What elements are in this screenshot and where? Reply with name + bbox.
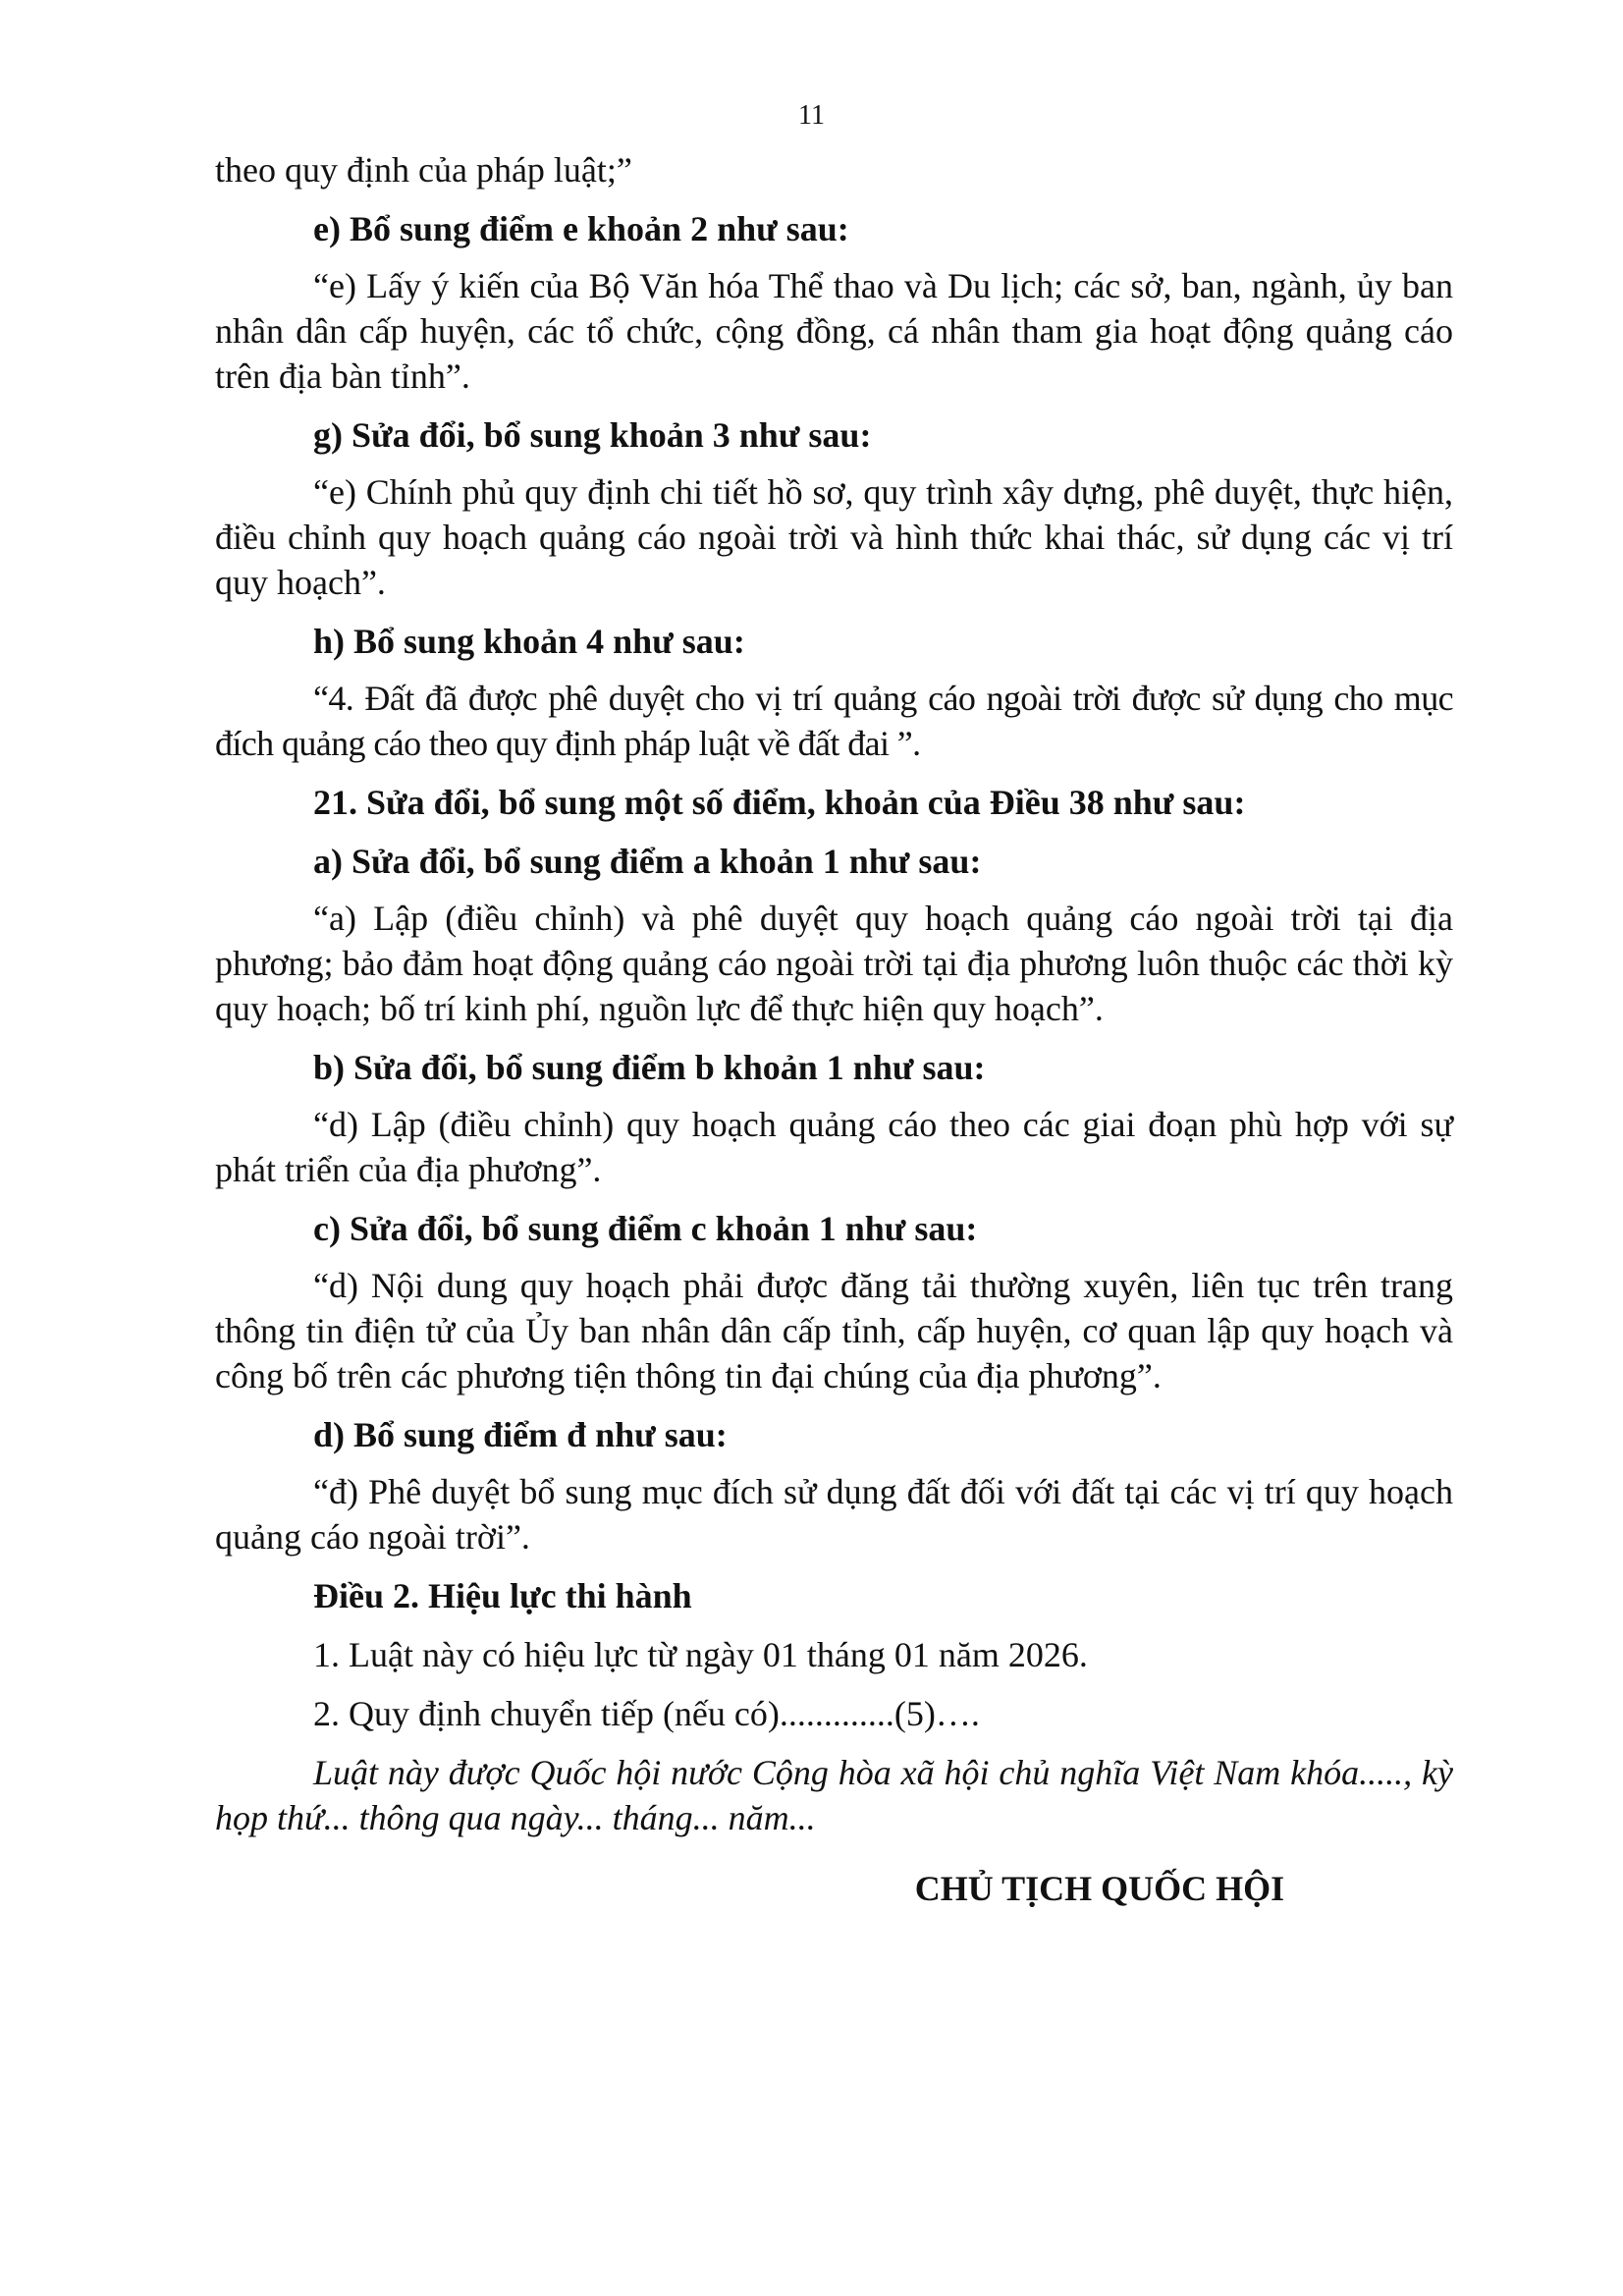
paragraph-21b-plan: “d) Lập (điều chỉnh) quy hoạch quảng cáo theo các giai đoạn phù hợp với sự phát triển của địa phương”.	[215, 1105, 1453, 1189]
article-2-item-2: 2. Quy định chuyển tiếp (nếu có).............(5)….	[313, 1694, 980, 1733]
paragraph-g-government: “e) Chính phủ quy định chi tiết hồ sơ, quy trình xây dựng, phê duyệt, thực hiện, điều chỉnh quy hoạch quảng cáo ngoài trời và hình thức khai thác, sử dụng các vị trí quy hoạch”.	[215, 472, 1453, 602]
adoption-statement: Luật này được Quốc hội nước Cộng hòa xã hội chủ nghĩa Việt Nam khóa....., kỳ họp thứ... thông qua ngày... tháng... năm...	[215, 1753, 1453, 1837]
signature-title: CHỦ TỊCH QUỐC HỘI	[914, 1869, 1285, 1908]
section-heading-e: e) Bổ sung điểm e khoản 2 như sau:	[313, 209, 849, 248]
section-heading-21a: a) Sửa đổi, bổ sung điểm a khoản 1 như sau:	[313, 842, 982, 881]
section-heading-21: 21. Sửa đổi, bổ sung một số điểm, khoản của Điều 38 như sau:	[313, 783, 1246, 822]
paragraph-h-land: “4. Đất đã được phê duyệt cho vị trí quảng cáo ngoài trời được sử dụng cho mục đích quảng cáo theo quy định pháp luật về đất đai ”.	[215, 679, 1453, 763]
section-heading-21b: b) Sửa đổi, bổ sung điểm b khoản 1 như sau:	[313, 1048, 986, 1087]
paragraph-continuation: theo quy định của pháp luật;”	[215, 150, 632, 190]
paragraph-21a-plan: “a) Lập (điều chỉnh) và phê duyệt quy hoạch quảng cáo ngoài trời tại địa phương; bảo đảm hoạt động quảng cáo ngoài trời tại địa phương luôn thuộc các thời kỳ quy hoạch; bố trí kinh phí, nguồn lực để thực hiện quy hoạch”.	[215, 899, 1453, 1028]
section-heading-h: h) Bổ sung khoản 4 như sau:	[313, 622, 745, 661]
article-2-heading: Điều 2. Hiệu lực thi hành	[313, 1576, 692, 1615]
section-heading-21d: d) Bổ sung điểm đ như sau:	[313, 1415, 728, 1454]
document-body	[215, 147, 1453, 1840]
page-number: 11	[798, 100, 825, 131]
section-heading-21c: c) Sửa đổi, bổ sung điểm c khoản 1 như sau:	[313, 1209, 978, 1248]
paragraph-21c-publish: “d) Nội dung quy hoạch phải được đăng tải thường xuyên, liên tục trên trang thông tin điện tử của Ủy ban nhân dân cấp tỉnh, cấp huyện, cơ quan lập quy hoạch và công bố trên các phương tiện thông tin đại chúng của địa phương”.	[215, 1266, 1453, 1395]
article-2-item-1: 1. Luật này có hiệu lực từ ngày 01 tháng 01 năm 2026.	[313, 1635, 1088, 1674]
section-heading-g: g) Sửa đổi, bổ sung khoản 3 như sau:	[313, 415, 872, 455]
paragraph-e-opinion: “e) Lấy ý kiến của Bộ Văn hóa Thể thao và Du lịch; các sở, ban, ngành, ủy ban nhân dân cấp huyện, các tổ chức, cộng đồng, cá nhân tham gia hoạt động quảng cáo trên địa bàn tỉnh”.	[215, 266, 1453, 396]
paragraph-21d-approve: “đ) Phê duyệt bổ sung mục đích sử dụng đất đối với đất tại các vị trí quy hoạch quảng cáo ngoài trời”.	[215, 1472, 1453, 1557]
